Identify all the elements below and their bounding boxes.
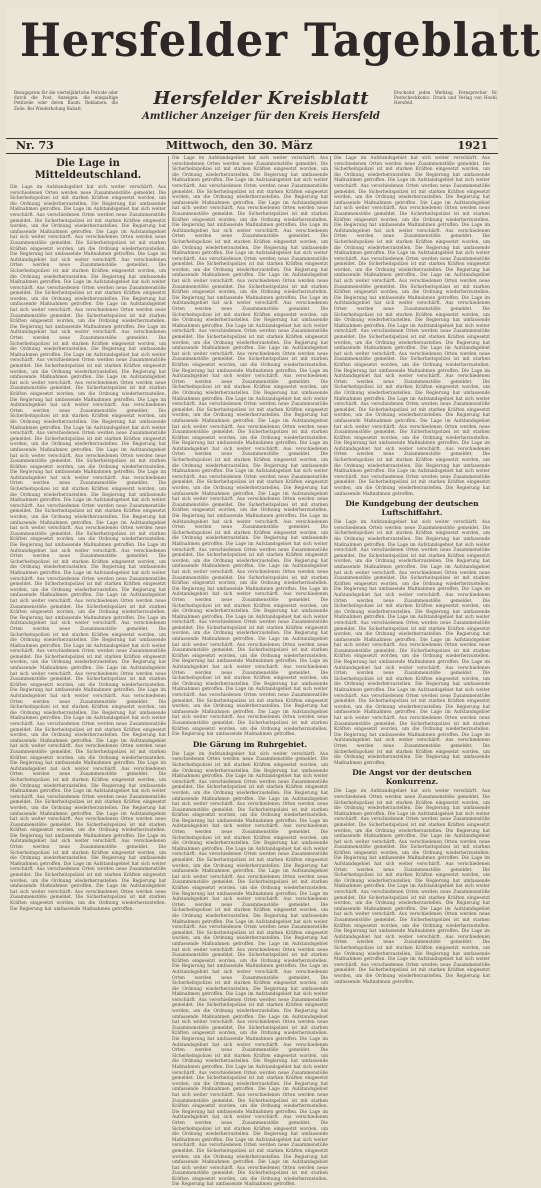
dateline: [6, 138, 498, 154]
article-columns: [10, 156, 494, 1188]
article-text: Die Lage im Aufstandsgebiet hat sich weiter verschärft. Aus verschiedenen Orten werden neue Zusammenstöße gemeldet. Die Sicherheitspolizei ist mit starken Kräften eingesetzt worden, um die Ordnung wiederherzustellen. Die Regierung hat umfassende Maßnahmen getroffen. Die Lage im Aufstandsgebiet hat sich weiter verschärft. Aus verschiedenen Orten werden neue Zusammenstöße gemeldet. Die Sicherheitspolizei ist mit starken Kräften eingesetzt worden, um die Ordnung wiederherzustellen. Die Regierung hat umfassende Maßnahmen getroffen. Die Lage im Aufstandsgebiet hat sich weiter verschärft. Aus verschiedenen Orten werden neue Zusammenstöße gemeldet. Die Sicherheitspolizei ist mit starken Kräften eingesetzt worden, um die Ordnung wiederherzustellen. Die Regierung hat umfassende Maßnahmen getroffen. Die Lage im Aufstandsgebiet hat sich weiter verschärft. Aus verschiedenen Orten werden neue Zusammenstöße gemeldet. Die Sicherheitspolizei ist mit starken Kräften eingesetzt worden, um die Ordnung wiederherzustellen. Die Regierung hat umfassende Maßnahmen getroffen. Die Lage im Aufstandsgebiet hat sich weiter verschärft. Aus verschiedenen Orten werden neue Zusammenstöße gemeldet. Die Sicherheitspolizei ist mit starken Kräften eingesetzt worden, um die Ordnung wiederherzustellen. Die Regierung hat umfassende Maßnahmen getroffen. Die Lage im Aufstandsgebiet hat sich weiter verschärft. Aus verschiedenen Orten werden neue Zusammenstöße gemeldet. Die Sicherheitspolizei ist mit starken Kräften eingesetzt worden, um die Ordnung wiederherzustellen. Die Regierung hat umfassende Maßnahmen getroffen. Die Lage im Aufstandsgebiet hat sich weiter verschärft. Aus verschiedenen Orten werden neue Zusammenstöße gemeldet. Die Sicherheitspolizei ist mit starken Kräften eingesetzt worden, um die Ordnung wiederherzustellen. Die Regierung hat umfassende Maßnahmen getroffen. Die Lage im Aufstandsgebiet hat sich weiter verschärft. Aus verschiedenen Orten werden neue Zusammenstöße gemeldet. Die Sicherheitspolizei ist mit starken Kräften eingesetzt worden, um die Ordnung wiederherzustellen. Die Regierung hat umfassende Maßnahmen getroffen. Die Lage im Aufstandsgebiet hat sich weiter verschärft. Aus verschiedenen Orten werden neue Zusammenstöße gemeldet. Die Sicherheitspolizei ist mit starken Kräften eingesetzt worden, um die Ordnung wiederherzustellen. Die Regierung hat umfassende Maßnahmen getroffen. Die Lage im Aufstandsgebiet hat sich weiter verschärft. Aus verschiedenen Orten werden neue Zusammenstöße gemeldet. Die Sicherheitspolizei ist mit starken Kräften eingesetzt worden, um die Ordnung wiederherzustellen. Die Regierung hat umfassende Maßnahmen getroffen. Die Lage im Aufstandsgebiet hat sich weiter verschärft. Aus verschiedenen Orten werden neue Zusammenstöße gemeldet. Die Sicherheitspolizei ist mit starken Kräften eingesetzt worden, um die Ordnung wiederherzustellen. Die Regierung hat umfassende Maßnahmen getroffen. Die Lage im Aufstandsgebiet hat sich weiter verschärft. Aus verschiedenen Orten werden neue Zusammenstöße gemeldet. Die Sicherheitspolizei ist mit starken Kräften eingesetzt worden, um die Ordnung wiederherzustellen. Die Regierung hat umfassende Maßnahmen getroffen. Die Lage im Aufstandsgebiet hat sich weiter verschärft. Aus verschiedenen Orten werden neue Zusammenstöße gemeldet. Die Sicherheitspolizei ist mit starken Kräften eingesetzt worden, um die Ordnung wiederherzustellen. Die Regierung hat umfassende Maßnahmen getroffen. Die Lage im Aufstandsgebiet hat sich weiter verschärft. Aus verschiedenen Orten werden neue Zusammenstöße gemeldet. Die Sicherheitspolizei ist mit starken Kräften eingesetzt worden, um die Ordnung wiederherzustellen. Die Regierung hat umfassende Maßnahmen getroffen. Die Lage im Aufstandsgebiet hat sich weiter verschärft. Aus verschiedenen Orten werden neue Zusammenstöße gemeldet. Die Sicherheitspolizei ist mit starken Kräften eingesetzt worden, um die Ordnung wiederherzustellen. Die Regierung hat umfassende Maßnahmen getroffen. Die Lage im Aufstandsgebiet hat sich weiter verschärft. Aus verschiedenen Orten werden neue Zusammenstöße gemeldet. Die Sicherheitspolizei ist mit starken Kräften eingesetzt worden, um die Ordnung wiederherzustellen. Die Regierung hat umfassende Maßnahmen getroffen. Die Lage im Aufstandsgebiet hat sich weiter verschärft. Aus verschiedenen Orten werden neue Zusammenstöße gemeldet. Die Sicherheitspolizei ist mit starken Kräften eingesetzt worden, um die Ordnung wiederherzustellen. Die Regierung hat umfassende Maßnahmen getroffen. Die Lage im Aufstandsgebiet hat sich weiter verschärft. Aus verschiedenen Orten werden neue Zusammenstöße gemeldet. Die Sicherheitspolizei ist mit starken Kräften eingesetzt worden, um die Ordnung wiederherzustellen. Die Regierung hat umfassende Maßnahmen getroffen. Die Lage im Aufstandsgebiet hat sich weiter verschärft. Aus verschiedenen Orten werden neue Zusammenstöße gemeldet. Die Sicherheitspolizei ist mit starken Kräften eingesetzt worden, um die Ordnung wiederherzustellen. Die Regierung hat umfassende Maßnahmen getroffen. Die Lage im Aufstandsgebiet hat sich weiter verschärft. Aus verschiedenen Orten werden neue Zusammenstöße gemeldet. Die Sicherheitspolizei ist mit starken Kräften eingesetzt worden, um die Ordnung wiederherzustellen. Die Regierung hat umfassende Maßnahmen getroffen. Die Lage im Aufstandsgebiet hat sich weiter verschärft. Aus verschiedenen Orten werden neue Zusammenstöße gemeldet. Die Sicherheitspolizei ist mit starken Kräften eingesetzt worden, um die Ordnung wiederherzustellen. Die Regierung hat umfassende Maßnahmen getroffen. Die Lage im Aufstandsgebiet hat sich weiter verschärft. Aus verschiedenen Orten werden neue Zusammenstöße gemeldet. Die Sicherheitspolizei ist mit starken Kräften eingesetzt worden, um die Ordnung wiederherzustellen. Die Regierung hat umfassende Maßnahmen getroffen. Die Lage im Aufstandsgebiet hat sich weiter verschärft. Aus verschiedenen Orten werden neue Zusammenstöße gemeldet. Die Sicherheitspolizei ist mit starken Kräften eingesetzt worden, um die Ordnung wiederherzustellen. Die Regierung hat umfassende Maßnahmen getroffen. Die Lage im Aufstandsgebiet hat sich weiter verschärft. Aus verschiedenen Orten werden neue Zusammenstöße gemeldet. Die Sicherheitspolizei ist mit starken Kräften eingesetzt worden, um die Ordnung wiederherzustellen. Die Regierung hat umfassende Maßnahmen getroffen. Die Lage im Aufstandsgebiet hat sich weiter verschärft. Aus verschiedenen Orten werden neue Zusammenstöße gemeldet. Die Sicherheitspolizei ist mit starken Kräften eingesetzt worden, um die Ordnung wiederherzustellen. Die Regierung hat umfassende Maßnahmen getroffen. Die Lage im Aufstandsgebiet hat sich weiter verschärft. Aus verschiedenen Orten werden neue Zusammenstöße gemeldet. Die Sicherheitspolizei ist mit starken Kräften eingesetzt worden, um die Ordnung wiederherzustellen. Die Regierung hat umfassende Maßnahmen getroffen. Die Lage im Aufstandsgebiet hat sich weiter verschärft. Aus verschiedenen Orten werden neue Zusammenstöße gemeldet. Die Sicherheitspolizei ist mit starken Kräften eingesetzt worden, um die Ordnung wiederherzustellen. Die Regierung hat umfassende Maßnahmen getroffen. Die Lage im Aufstandsgebiet hat sich weiter verschärft. Aus verschiedenen Orten werden neue Zusammenstöße gemeldet. Die Sicherheitspolizei ist mit starken Kräften eingesetzt worden, um die Ordnung wiederherzustellen. Die Regierung hat umfassende Maßnahmen getroffen. Die Lage im Aufstandsgebiet hat sich weiter verschärft. Aus verschiedenen Orten werden neue Zusammenstöße gemeldet. Die Sicherheitspolizei ist mit starken Kräften eingesetzt worden, um die Ordnung wiederherzustellen. Die Regierung hat umfassende Maßnahmen getroffen. Die Lage im Aufstandsgebiet hat sich weiter verschärft. Aus verschiedenen Orten werden neue Zusammenstöße gemeldet. Die Sicherheitspolizei ist mit starken Kräften eingesetzt worden, um die Ordnung wiederherzustellen. Die Regierung hat umfassende Maßnahmen getroffen.: [10, 185, 166, 912]
masthead: [6, 8, 541, 136]
newspaper-page: [6, 8, 541, 1188]
column-divider: [168, 156, 169, 736]
column-2: [172, 156, 328, 1188]
newspaper-title: Hersfelder Tageblatt: [20, 13, 541, 67]
column-1: [10, 156, 166, 912]
col1-headline: Die Lage in Mitteldeutschland.: [34, 158, 142, 181]
col3-headline: Die Kundgebung der deutschen Luftschiffahrt.: [345, 499, 479, 518]
article-text: Die Lage im Aufstandsgebiet hat sich weiter verschärft. Aus verschiedenen Orten werden neue Zusammenstöße gemeldet. Die Sicherheitspolizei ist mit starken Kräften eingesetzt worden, um die Ordnung wiederherzustellen. Die Regierung hat umfassende Maßnahmen getroffen. Die Lage im Aufstandsgebiet hat sich weiter verschärft. Aus verschiedenen Orten werden neue Zusammenstöße gemeldet. Die Sicherheitspolizei ist mit starken Kräften eingesetzt worden, um die Ordnung wiederherzustellen. Die Regierung hat umfassende Maßnahmen getroffen. Die Lage im Aufstandsgebiet hat sich weiter verschärft. Aus verschiedenen Orten werden neue Zusammenstöße gemeldet. Die Sicherheitspolizei ist mit starken Kräften eingesetzt worden, um die Ordnung wiederherzustellen. Die Regierung hat umfassende Maßnahmen getroffen. Die Lage im Aufstandsgebiet hat sich weiter verschärft. Aus verschiedenen Orten werden neue Zusammenstöße gemeldet. Die Sicherheitspolizei ist mit starken Kräften eingesetzt worden, um die Ordnung wiederherzustellen. Die Regierung hat umfassende Maßnahmen getroffen. Die Lage im Aufstandsgebiet hat sich weiter verschärft. Aus verschiedenen Orten werden neue Zusammenstöße gemeldet. Die Sicherheitspolizei ist mit starken Kräften eingesetzt worden, um die Ordnung wiederherzustellen. Die Regierung hat umfassende Maßnahmen getroffen. Die Lage im Aufstandsgebiet hat sich weiter verschärft. Aus verschiedenen Orten werden neue Zusammenstöße gemeldet. Die Sicherheitspolizei ist mit starken Kräften eingesetzt worden, um die Ordnung wiederherzustellen. Die Regierung hat umfassende Maßnahmen getroffen. Die Lage im Aufstandsgebiet hat sich weiter verschärft. Aus verschiedenen Orten werden neue Zusammenstöße gemeldet. Die Sicherheitspolizei ist mit starken Kräften eingesetzt worden, um die Ordnung wiederherzustellen. Die Regierung hat umfassende Maßnahmen getroffen. Die Lage im Aufstandsgebiet hat sich weiter verschärft. Aus verschiedenen Orten werden neue Zusammenstöße gemeldet. Die Sicherheitspolizei ist mit starken Kräften eingesetzt worden, um die Ordnung wiederherzustellen. Die Regierung hat umfassende Maßnahmen getroffen. Die Lage im Aufstandsgebiet hat sich weiter verschärft. Aus verschiedenen Orten werden neue Zusammenstöße gemeldet. Die Sicherheitspolizei ist mit starken Kräften eingesetzt worden, um die Ordnung wiederherzustellen. Die Regierung hat umfassende Maßnahmen getroffen. Die Lage im Aufstandsgebiet hat sich weiter verschärft. Aus verschiedenen Orten werden neue Zusammenstöße gemeldet. Die Sicherheitspolizei ist mit starken Kräften eingesetzt worden, um die Ordnung wiederherzustellen. Die Regierung hat umfassende Maßnahmen getroffen. Die Lage im Aufstandsgebiet hat sich weiter verschärft. Aus verschiedenen Orten werden neue Zusammenstöße gemeldet. Die Sicherheitspolizei ist mit starken Kräften eingesetzt worden, um die Ordnung wiederherzustellen. Die Regierung hat umfassende Maßnahmen getroffen. Die Lage im Aufstandsgebiet hat sich weiter verschärft. Aus verschiedenen Orten werden neue Zusammenstöße gemeldet. Die Sicherheitspolizei ist mit starken Kräften eingesetzt worden, um die Ordnung wiederherzustellen. Die Regierung hat umfassende Maßnahmen getroffen. Die Lage im Aufstandsgebiet hat sich weiter verschärft. Aus verschiedenen Orten werden neue Zusammenstöße gemeldet. Die Sicherheitspolizei ist mit starken Kräften eingesetzt worden, um die Ordnung wiederherzustellen. Die Regierung hat umfassende Maßnahmen getroffen. Die Lage im Aufstandsgebiet hat sich weiter verschärft. Aus verschiedenen Orten werden neue Zusammenstöße gemeldet. Die Sicherheitspolizei ist mit starken Kräften eingesetzt worden, um die Ordnung wiederherzustellen. Die Regierung hat umfassende Maßnahmen getroffen. Die Lage im Aufstandsgebiet hat sich weiter verschärft. Aus verschiedenen Orten werden neue Zusammenstöße gemeldet. Die Sicherheitspolizei ist mit starken Kräften eingesetzt worden, um die Ordnung wiederherzustellen. Die Regierung hat umfassende Maßnahmen getroffen. Die Lage im Aufstandsgebiet hat sich weiter verschärft. Aus verschiedenen Orten werden neue Zusammenstöße gemeldet. Die Sicherheitspolizei ist mit starken Kräften eingesetzt worden, um die Ordnung wiederherzustellen. Die Regierung hat umfassende Maßnahmen getroffen. Die Lage im Aufstandsgebiet hat sich weiter verschärft. Aus verschiedenen Orten werden neue Zusammenstöße gemeldet. Die Sicherheitspolizei ist mit starken Kräften eingesetzt worden, um die Ordnung wiederherzustellen. Die Regierung hat umfassende Maßnahmen getroffen. Die Lage im Aufstandsgebiet hat sich weiter verschärft. Aus verschiedenen Orten werden neue Zusammenstöße gemeldet. Die Sicherheitspolizei ist mit starken Kräften eingesetzt worden, um die Ordnung wiederherzustellen. Die Regierung hat umfassende Maßnahmen getroffen.: [172, 751, 328, 1188]
column-3: [334, 156, 490, 985]
masthead-right-box: Erscheint jeden Werktag. Fernsprecher Nr. Postscheckkonto. Druck und Verlag von Hoehl, Hersfeld.: [394, 90, 498, 106]
article-text: Die Lage im Aufstandsgebiet hat sich weiter verschärft. Aus verschiedenen Orten werden neue Zusammenstöße gemeldet. Die Sicherheitspolizei ist mit starken Kräften eingesetzt worden, um die Ordnung wiederherzustellen. Die Regierung hat umfassende Maßnahmen getroffen. Die Lage im Aufstandsgebiet hat sich weiter verschärft. Aus verschiedenen Orten werden neue Zusammenstöße gemeldet. Die Sicherheitspolizei ist mit starken Kräften eingesetzt worden, um die Ordnung wiederherzustellen. Die Regierung hat umfassende Maßnahmen getroffen. Die Lage im Aufstandsgebiet hat sich weiter verschärft. Aus verschiedenen Orten werden neue Zusammenstöße gemeldet. Die Sicherheitspolizei ist mit starken Kräften eingesetzt worden, um die Ordnung wiederherzustellen. Die Regierung hat umfassende Maßnahmen getroffen. Die Lage im Aufstandsgebiet hat sich weiter verschärft. Aus verschiedenen Orten werden neue Zusammenstöße gemeldet. Die Sicherheitspolizei ist mit starken Kräften eingesetzt worden, um die Ordnung wiederherzustellen. Die Regierung hat umfassende Maßnahmen getroffen. Die Lage im Aufstandsgebiet hat sich weiter verschärft. Aus verschiedenen Orten werden neue Zusammenstöße gemeldet. Die Sicherheitspolizei ist mit starken Kräften eingesetzt worden, um die Ordnung wiederherzustellen. Die Regierung hat umfassende Maßnahmen getroffen. Die Lage im Aufstandsgebiet hat sich weiter verschärft. Aus verschiedenen Orten werden neue Zusammenstöße gemeldet. Die Sicherheitspolizei ist mit starken Kräften eingesetzt worden, um die Ordnung wiederherzustellen. Die Regierung hat umfassende Maßnahmen getroffen. Die Lage im Aufstandsgebiet hat sich weiter verschärft. Aus verschiedenen Orten werden neue Zusammenstöße gemeldet. Die Sicherheitspolizei ist mit starken Kräften eingesetzt worden, um die Ordnung wiederherzustellen. Die Regierung hat umfassende Maßnahmen getroffen. Die Lage im Aufstandsgebiet hat sich weiter verschärft. Aus verschiedenen Orten werden neue Zusammenstöße gemeldet. Die Sicherheitspolizei ist mit starken Kräften eingesetzt worden, um die Ordnung wiederherzustellen. Die Regierung hat umfassende Maßnahmen getroffen. Die Lage im Aufstandsgebiet hat sich weiter verschärft. Aus verschiedenen Orten werden neue Zusammenstöße gemeldet. Die Sicherheitspolizei ist mit starken Kräften eingesetzt worden, um die Ordnung wiederherzustellen. Die Regierung hat umfassende Maßnahmen getroffen. Die Lage im Aufstandsgebiet hat sich weiter verschärft. Aus verschiedenen Orten werden neue Zusammenstöße gemeldet. Die Sicherheitspolizei ist mit starken Kräften eingesetzt worden, um die Ordnung wiederherzustellen. Die Regierung hat umfassende Maßnahmen getroffen. Die Lage im Aufstandsgebiet hat sich weiter verschärft. Aus verschiedenen Orten werden neue Zusammenstöße gemeldet. Die Sicherheitspolizei ist mit starken Kräften eingesetzt worden, um die Ordnung wiederherzustellen. Die Regierung hat umfassende Maßnahmen getroffen. Die Lage im Aufstandsgebiet hat sich weiter verschärft. Aus verschiedenen Orten werden neue Zusammenstöße gemeldet. Die Sicherheitspolizei ist mit starken Kräften eingesetzt worden, um die Ordnung wiederherzustellen. Die Regierung hat umfassende Maßnahmen getroffen. Die Lage im Aufstandsgebiet hat sich weiter verschärft. Aus verschiedenen Orten werden neue Zusammenstöße gemeldet. Die Sicherheitspolizei ist mit starken Kräften eingesetzt worden, um die Ordnung wiederherzustellen. Die Regierung hat umfassende Maßnahmen getroffen. Die Lage im Aufstandsgebiet hat sich weiter verschärft. Aus verschiedenen Orten werden neue Zusammenstöße gemeldet. Die Sicherheitspolizei ist mit starken Kräften eingesetzt worden, um die Ordnung wiederherzustellen. Die Regierung hat umfassende Maßnahmen getroffen. Die Lage im Aufstandsgebiet hat sich weiter verschärft. Aus verschiedenen Orten werden neue Zusammenstöße gemeldet. Die Sicherheitspolizei ist mit starken Kräften eingesetzt worden, um die Ordnung wiederherzustellen. Die Regierung hat umfassende Maßnahmen getroffen. Die Lage im Aufstandsgebiet hat sich weiter verschärft. Aus verschiedenen Orten werden neue Zusammenstöße gemeldet. Die Sicherheitspolizei ist mit starken Kräften eingesetzt worden, um die Ordnung wiederherzustellen. Die Regierung hat umfassende Maßnahmen getroffen. Die Lage im Aufstandsgebiet hat sich weiter verschärft. Aus verschiedenen Orten werden neue Zusammenstöße gemeldet. Die Sicherheitspolizei ist mit starken Kräften eingesetzt worden, um die Ordnung wiederherzustellen. Die Regierung hat umfassende Maßnahmen getroffen. Die Lage im Aufstandsgebiet hat sich weiter verschärft. Aus verschiedenen Orten werden neue Zusammenstöße gemeldet. Die Sicherheitspolizei ist mit starken Kräften eingesetzt worden, um die Ordnung wiederherzustellen. Die Regierung hat umfassende Maßnahmen getroffen. Die Lage im Aufstandsgebiet hat sich weiter verschärft. Aus verschiedenen Orten werden neue Zusammenstöße gemeldet. Die Sicherheitspolizei ist mit starken Kräften eingesetzt worden, um die Ordnung wiederherzustellen. Die Regierung hat umfassende Maßnahmen getroffen. Die Lage im Aufstandsgebiet hat sich weiter verschärft. Aus verschiedenen Orten werden neue Zusammenstöße gemeldet. Die Sicherheitspolizei ist mit starken Kräften eingesetzt worden, um die Ordnung wiederherzustellen. Die Regierung hat umfassende Maßnahmen getroffen. Die Lage im Aufstandsgebiet hat sich weiter verschärft. Aus verschiedenen Orten werden neue Zusammenstöße gemeldet. Die Sicherheitspolizei ist mit starken Kräften eingesetzt worden, um die Ordnung wiederherzustellen. Die Regierung hat umfassende Maßnahmen getroffen. Die Lage im Aufstandsgebiet hat sich weiter verschärft. Aus verschiedenen Orten werden neue Zusammenstöße gemeldet. Die Sicherheitspolizei ist mit starken Kräften eingesetzt worden, um die Ordnung wiederherzustellen. Die Regierung hat umfassende Maßnahmen getroffen. Die Lage im Aufstandsgebiet hat sich weiter verschärft. Aus verschiedenen Orten werden neue Zusammenstöße gemeldet. Die Sicherheitspolizei ist mit starken Kräften eingesetzt worden, um die Ordnung wiederherzustellen. Die Regierung hat umfassende Maßnahmen getroffen. Die Lage im Aufstandsgebiet hat sich weiter verschärft. Aus verschiedenen Orten werden neue Zusammenstöße gemeldet. Die Sicherheitspolizei ist mit starken Kräften eingesetzt worden, um die Ordnung wiederherzustellen. Die Regierung hat umfassende Maßnahmen getroffen.: [172, 156, 328, 738]
column-divider: [330, 156, 331, 736]
issue-date: Mittwoch, den 30. März: [166, 139, 313, 152]
col3-headline-2: Die Angst vor der deutschen Konkurrenz.: [352, 768, 472, 787]
article-text: Die Lage im Aufstandsgebiet hat sich weiter verschärft. Aus verschiedenen Orten werden neue Zusammenstöße gemeldet. Die Sicherheitspolizei ist mit starken Kräften eingesetzt worden, um die Ordnung wiederherzustellen. Die Regierung hat umfassende Maßnahmen getroffen. Die Lage im Aufstandsgebiet hat sich weiter verschärft. Aus verschiedenen Orten werden neue Zusammenstöße gemeldet. Die Sicherheitspolizei ist mit starken Kräften eingesetzt worden, um die Ordnung wiederherzustellen. Die Regierung hat umfassende Maßnahmen getroffen. Die Lage im Aufstandsgebiet hat sich weiter verschärft. Aus verschiedenen Orten werden neue Zusammenstöße gemeldet. Die Sicherheitspolizei ist mit starken Kräften eingesetzt worden, um die Ordnung wiederherzustellen. Die Regierung hat umfassende Maßnahmen getroffen. Die Lage im Aufstandsgebiet hat sich weiter verschärft. Aus verschiedenen Orten werden neue Zusammenstöße gemeldet. Die Sicherheitspolizei ist mit starken Kräften eingesetzt worden, um die Ordnung wiederherzustellen. Die Regierung hat umfassende Maßnahmen getroffen. Die Lage im Aufstandsgebiet hat sich weiter verschärft. Aus verschiedenen Orten werden neue Zusammenstöße gemeldet. Die Sicherheitspolizei ist mit starken Kräften eingesetzt worden, um die Ordnung wiederherzustellen. Die Regierung hat umfassende Maßnahmen getroffen. Die Lage im Aufstandsgebiet hat sich weiter verschärft. Aus verschiedenen Orten werden neue Zusammenstöße gemeldet. Die Sicherheitspolizei ist mit starken Kräften eingesetzt worden, um die Ordnung wiederherzustellen. Die Regierung hat umfassende Maßnahmen getroffen. Die Lage im Aufstandsgebiet hat sich weiter verschärft. Aus verschiedenen Orten werden neue Zusammenstöße gemeldet. Die Sicherheitspolizei ist mit starken Kräften eingesetzt worden, um die Ordnung wiederherzustellen. Die Regierung hat umfassende Maßnahmen getroffen. Die Lage im Aufstandsgebiet hat sich weiter verschärft. Aus verschiedenen Orten werden neue Zusammenstöße gemeldet. Die Sicherheitspolizei ist mit starken Kräften eingesetzt worden, um die Ordnung wiederherzustellen. Die Regierung hat umfassende Maßnahmen getroffen.: [334, 789, 490, 985]
issue-number: Nr. 73: [16, 139, 54, 152]
issue-year: 1921: [457, 139, 488, 152]
article-text: Die Lage im Aufstandsgebiet hat sich weiter verschärft. Aus verschiedenen Orten werden neue Zusammenstöße gemeldet. Die Sicherheitspolizei ist mit starken Kräften eingesetzt worden, um die Ordnung wiederherzustellen. Die Regierung hat umfassende Maßnahmen getroffen. Die Lage im Aufstandsgebiet hat sich weiter verschärft. Aus verschiedenen Orten werden neue Zusammenstöße gemeldet. Die Sicherheitspolizei ist mit starken Kräften eingesetzt worden, um die Ordnung wiederherzustellen. Die Regierung hat umfassende Maßnahmen getroffen. Die Lage im Aufstandsgebiet hat sich weiter verschärft. Aus verschiedenen Orten werden neue Zusammenstöße gemeldet. Die Sicherheitspolizei ist mit starken Kräften eingesetzt worden, um die Ordnung wiederherzustellen. Die Regierung hat umfassende Maßnahmen getroffen. Die Lage im Aufstandsgebiet hat sich weiter verschärft. Aus verschiedenen Orten werden neue Zusammenstöße gemeldet. Die Sicherheitspolizei ist mit starken Kräften eingesetzt worden, um die Ordnung wiederherzustellen. Die Regierung hat umfassende Maßnahmen getroffen. Die Lage im Aufstandsgebiet hat sich weiter verschärft. Aus verschiedenen Orten werden neue Zusammenstöße gemeldet. Die Sicherheitspolizei ist mit starken Kräften eingesetzt worden, um die Ordnung wiederherzustellen. Die Regierung hat umfassende Maßnahmen getroffen. Die Lage im Aufstandsgebiet hat sich weiter verschärft. Aus verschiedenen Orten werden neue Zusammenstöße gemeldet. Die Sicherheitspolizei ist mit starken Kräften eingesetzt worden, um die Ordnung wiederherzustellen. Die Regierung hat umfassende Maßnahmen getroffen. Die Lage im Aufstandsgebiet hat sich weiter verschärft. Aus verschiedenen Orten werden neue Zusammenstöße gemeldet. Die Sicherheitspolizei ist mit starken Kräften eingesetzt worden, um die Ordnung wiederherzustellen. Die Regierung hat umfassende Maßnahmen getroffen. Die Lage im Aufstandsgebiet hat sich weiter verschärft. Aus verschiedenen Orten werden neue Zusammenstöße gemeldet. Die Sicherheitspolizei ist mit starken Kräften eingesetzt worden, um die Ordnung wiederherzustellen. Die Regierung hat umfassende Maßnahmen getroffen. Die Lage im Aufstandsgebiet hat sich weiter verschärft. Aus verschiedenen Orten werden neue Zusammenstöße gemeldet. Die Sicherheitspolizei ist mit starken Kräften eingesetzt worden, um die Ordnung wiederherzustellen. Die Regierung hat umfassende Maßnahmen getroffen. Die Lage im Aufstandsgebiet hat sich weiter verschärft. Aus verschiedenen Orten werden neue Zusammenstöße gemeldet. Die Sicherheitspolizei ist mit starken Kräften eingesetzt worden, um die Ordnung wiederherzustellen. Die Regierung hat umfassende Maßnahmen getroffen. Die Lage im Aufstandsgebiet hat sich weiter verschärft. Aus verschiedenen Orten werden neue Zusammenstöße gemeldet. Die Sicherheitspolizei ist mit starken Kräften eingesetzt worden, um die Ordnung wiederherzustellen. Die Regierung hat umfassende Maßnahmen getroffen. Die Lage im Aufstandsgebiet hat sich weiter verschärft. Aus verschiedenen Orten werden neue Zusammenstöße gemeldet. Die Sicherheitspolizei ist mit starken Kräften eingesetzt worden, um die Ordnung wiederherzustellen. Die Regierung hat umfassende Maßnahmen getroffen. Die Lage im Aufstandsgebiet hat sich weiter verschärft. Aus verschiedenen Orten werden neue Zusammenstöße gemeldet. Die Sicherheitspolizei ist mit starken Kräften eingesetzt worden, um die Ordnung wiederherzustellen. Die Regierung hat umfassende Maßnahmen getroffen. Die Lage im Aufstandsgebiet hat sich weiter verschärft. Aus verschiedenen Orten werden neue Zusammenstöße gemeldet. Die Sicherheitspolizei ist mit starken Kräften eingesetzt worden, um die Ordnung wiederherzustellen. Die Regierung hat umfassende Maßnahmen getroffen.: [334, 156, 490, 497]
article-text: Die Lage im Aufstandsgebiet hat sich weiter verschärft. Aus verschiedenen Orten werden neue Zusammenstöße gemeldet. Die Sicherheitspolizei ist mit starken Kräften eingesetzt worden, um die Ordnung wiederherzustellen. Die Regierung hat umfassende Maßnahmen getroffen. Die Lage im Aufstandsgebiet hat sich weiter verschärft. Aus verschiedenen Orten werden neue Zusammenstöße gemeldet. Die Sicherheitspolizei ist mit starken Kräften eingesetzt worden, um die Ordnung wiederherzustellen. Die Regierung hat umfassende Maßnahmen getroffen. Die Lage im Aufstandsgebiet hat sich weiter verschärft. Aus verschiedenen Orten werden neue Zusammenstöße gemeldet. Die Sicherheitspolizei ist mit starken Kräften eingesetzt worden, um die Ordnung wiederherzustellen. Die Regierung hat umfassende Maßnahmen getroffen. Die Lage im Aufstandsgebiet hat sich weiter verschärft. Aus verschiedenen Orten werden neue Zusammenstöße gemeldet. Die Sicherheitspolizei ist mit starken Kräften eingesetzt worden, um die Ordnung wiederherzustellen. Die Regierung hat umfassende Maßnahmen getroffen. Die Lage im Aufstandsgebiet hat sich weiter verschärft. Aus verschiedenen Orten werden neue Zusammenstöße gemeldet. Die Sicherheitspolizei ist mit starken Kräften eingesetzt worden, um die Ordnung wiederherzustellen. Die Regierung hat umfassende Maßnahmen getroffen. Die Lage im Aufstandsgebiet hat sich weiter verschärft. Aus verschiedenen Orten werden neue Zusammenstöße gemeldet. Die Sicherheitspolizei ist mit starken Kräften eingesetzt worden, um die Ordnung wiederherzustellen. Die Regierung hat umfassende Maßnahmen getroffen. Die Lage im Aufstandsgebiet hat sich weiter verschärft. Aus verschiedenen Orten werden neue Zusammenstöße gemeldet. Die Sicherheitspolizei ist mit starken Kräften eingesetzt worden, um die Ordnung wiederherzustellen. Die Regierung hat umfassende Maßnahmen getroffen. Die Lage im Aufstandsgebiet hat sich weiter verschärft. Aus verschiedenen Orten werden neue Zusammenstöße gemeldet. Die Sicherheitspolizei ist mit starken Kräften eingesetzt worden, um die Ordnung wiederherzustellen. Die Regierung hat umfassende Maßnahmen getroffen. Die Lage im Aufstandsgebiet hat sich weiter verschärft. Aus verschiedenen Orten werden neue Zusammenstöße gemeldet. Die Sicherheitspolizei ist mit starken Kräften eingesetzt worden, um die Ordnung wiederherzustellen. Die Regierung hat umfassende Maßnahmen getroffen. Die Lage im Aufstandsgebiet hat sich weiter verschärft. Aus verschiedenen Orten werden neue Zusammenstöße gemeldet. Die Sicherheitspolizei ist mit starken Kräften eingesetzt worden, um die Ordnung wiederherzustellen. Die Regierung hat umfassende Maßnahmen getroffen.: [334, 520, 490, 766]
newspaper-subtitle: Hersfelder Kreisblatt: [153, 88, 369, 109]
newspaper-tagline: Amtlicher Anzeiger für den Kreis Hersfeld: [142, 111, 380, 122]
col2-headline: Die Gärung im Ruhrgebiet.: [192, 739, 308, 749]
masthead-left-box: Bezugspreis für die vierteljährliche Periode oder durch die Post. Anzeigen: die einspaltige Petitzeile oder deren Raum. Reklamen: die Zeile. Bei Wiederholung Rabatt.: [14, 90, 118, 111]
